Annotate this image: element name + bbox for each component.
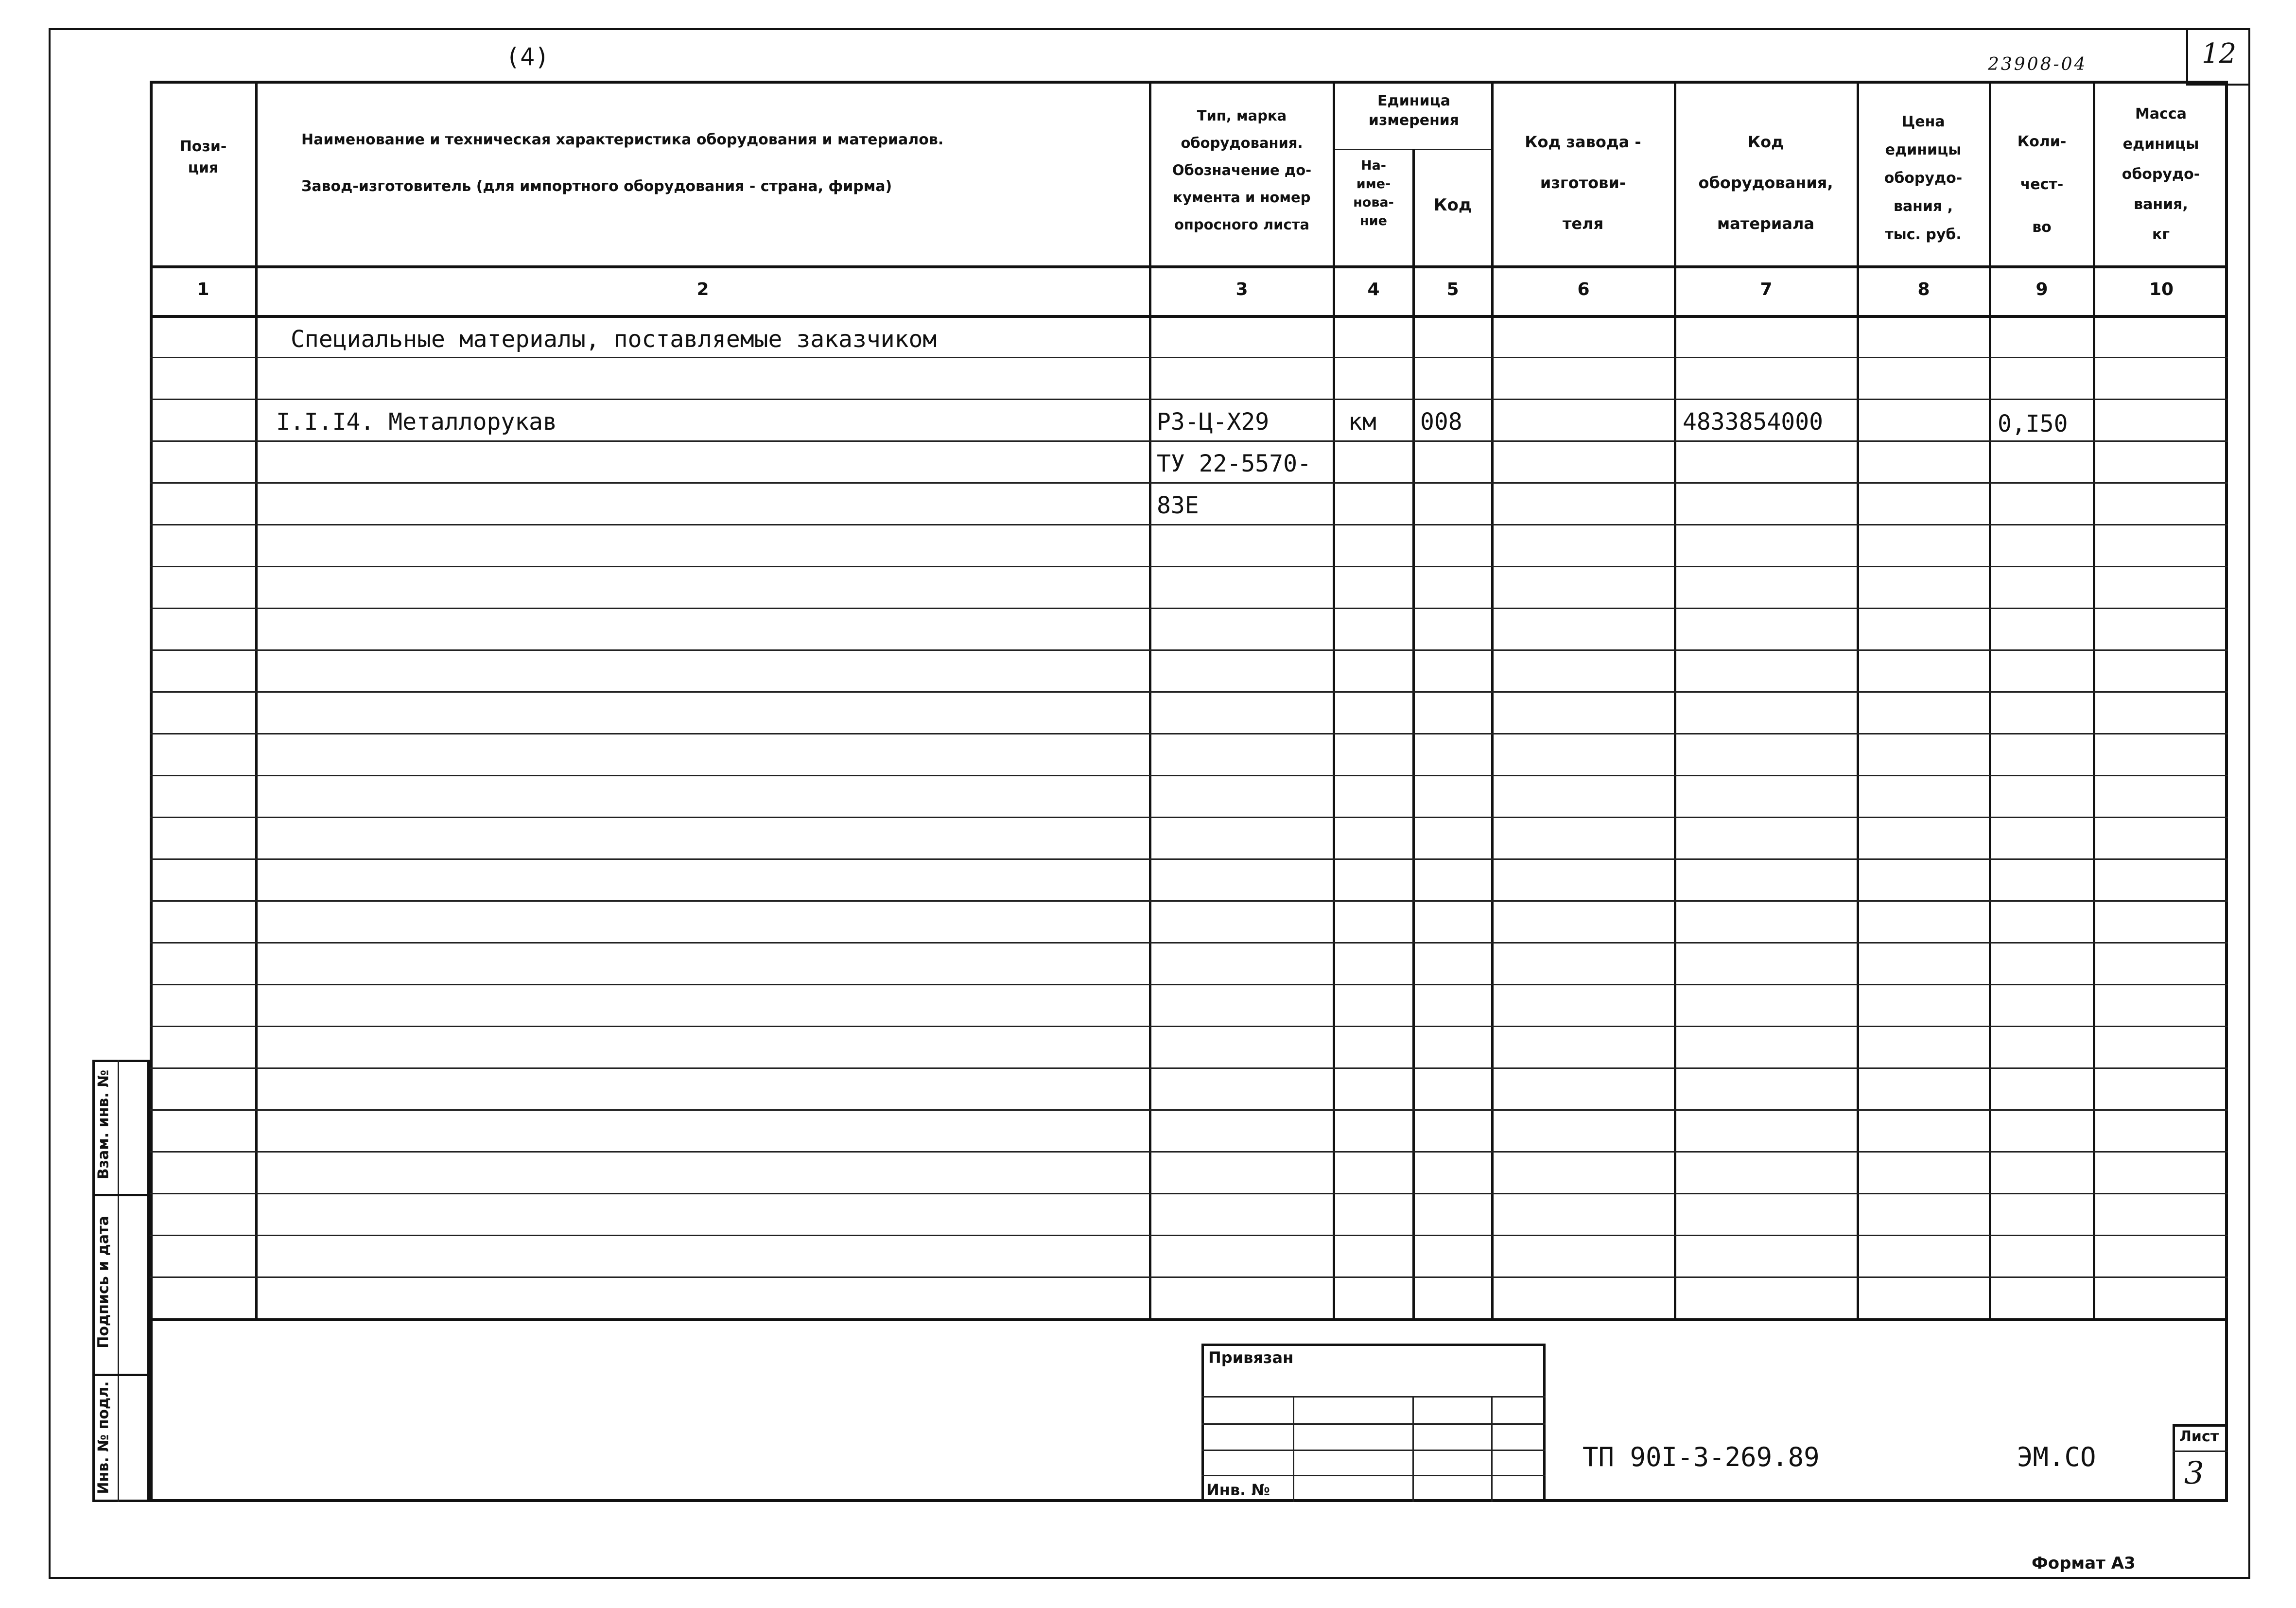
- sheet-number: 3: [2184, 1455, 2204, 1491]
- bound-label: Привязан: [1208, 1348, 1294, 1367]
- item-quantity: 0,I50: [1998, 410, 2068, 437]
- table-row-line: [150, 608, 2228, 609]
- colnum-7: 7: [1760, 280, 1773, 299]
- header-col2-line2: Завод-изготовитель (для импортного оборудования - страна, фирма): [301, 178, 892, 195]
- col-line-2: [1149, 81, 1151, 1319]
- col-line-1: [255, 81, 258, 1319]
- table-row-line: [150, 1193, 2228, 1194]
- col-line-3: [1333, 81, 1335, 1319]
- table-row-line: [150, 649, 2228, 651]
- table-row-line: [150, 1067, 2228, 1069]
- table-row-line: [150, 357, 2228, 358]
- col-line-8: [1989, 81, 1991, 1319]
- col-numbers-bottom-line: [150, 315, 2228, 318]
- table-row-line: [150, 1276, 2228, 1278]
- bound-line-2: [1201, 1423, 1546, 1425]
- colnum-2: 2: [696, 280, 709, 299]
- header-col7: Код оборудования, материала: [1698, 133, 1833, 233]
- item-type-line2: ТУ 22-5570-: [1157, 450, 1311, 477]
- header-col6: Код завода - изготови- теля: [1525, 133, 1641, 233]
- table-row-line: [150, 1026, 2228, 1027]
- corner-number: 12: [2202, 38, 2237, 70]
- col-line-6: [1674, 81, 1676, 1319]
- sheet-box-divider: [2173, 1451, 2228, 1452]
- bound-vline-3: [1491, 1396, 1493, 1502]
- table-row-line: [150, 942, 2228, 944]
- colnum-9: 9: [2035, 280, 2048, 299]
- table-row-line: [150, 775, 2228, 776]
- side-label-replace-inv: Взам. инв. №: [95, 1069, 112, 1180]
- table-row-line: [150, 482, 2228, 484]
- header-col4: На- име- нова- ние: [1353, 158, 1394, 228]
- header-col3: Тип, марка оборудования. Обозначение до- кумента и номер опросного листа: [1172, 107, 1312, 233]
- table-row-line: [150, 733, 2228, 734]
- colnum-3: 3: [1235, 280, 1248, 299]
- table-row-line: [150, 691, 2228, 693]
- page-marker: (4): [505, 43, 550, 71]
- header-col2-line1: Наименование и техническая характеристика оборудования и материалов.: [301, 131, 944, 148]
- table-row-line: [150, 1235, 2228, 1236]
- bound-line-3: [1201, 1450, 1546, 1451]
- header-col1: Пози- ция: [179, 138, 227, 176]
- bound-vline-1: [1293, 1396, 1294, 1502]
- colnum-6: 6: [1577, 280, 1590, 299]
- bound-block: [1201, 1344, 1546, 1502]
- header-col9: Коли- чест- во: [2017, 133, 2067, 236]
- item-material-code: 4833854000: [1683, 408, 1823, 436]
- header-unit-group: Единица измерения: [1368, 92, 1460, 129]
- table-row-line: [150, 399, 2228, 400]
- project-code: ТП 90I-3-269.89: [1583, 1442, 1820, 1472]
- bound-line-1: [1201, 1396, 1546, 1398]
- item-unit-code: 008: [1420, 408, 1462, 436]
- section-code: ЭМ.СО: [2017, 1442, 2096, 1472]
- side-label-signature-date: Подпись и дата: [95, 1216, 112, 1348]
- colnum-4: 4: [1367, 280, 1380, 299]
- table-row-line: [150, 1109, 2228, 1111]
- item-type-line3: 83Е: [1157, 492, 1199, 519]
- table-row-line: [150, 817, 2228, 818]
- body-bottom-line: [150, 1318, 2228, 1321]
- section-title: Специальные материалы, поставляемые заказчиком: [291, 326, 937, 353]
- table-row-line: [150, 1151, 2228, 1153]
- col-line-7: [1857, 81, 1859, 1319]
- side-stamp-divider: [118, 1060, 119, 1502]
- colnum-5: 5: [1446, 280, 1459, 299]
- item-unit-name: км: [1348, 408, 1376, 436]
- table-row-line: [150, 858, 2228, 860]
- format-label: Формат А3: [2032, 1554, 2136, 1573]
- header-col5: Код: [1433, 195, 1472, 215]
- table-row-line: [150, 900, 2228, 902]
- col-line-9: [2093, 81, 2095, 1319]
- item-type-line1: РЗ-Ц-Х29: [1157, 408, 1270, 436]
- sheet-label: Лист: [2179, 1428, 2219, 1445]
- item-name: I.I.I4. Металлорукав: [276, 408, 557, 436]
- table-row-line: [150, 566, 2228, 567]
- header-col8: Цена единицы оборудо- вания , тыс. руб.: [1884, 113, 1963, 243]
- colnum-10: 10: [2149, 280, 2174, 299]
- table-row-line: [150, 440, 2228, 442]
- inv-label: Инв. №: [1206, 1481, 1270, 1499]
- header-col10: Масса единицы оборудо- вания, кг: [2122, 105, 2200, 243]
- col-line-5: [1491, 81, 1494, 1319]
- table-row-line: [150, 524, 2228, 525]
- side-label-inv-original: Инв. № подл.: [95, 1381, 112, 1494]
- table-row-line: [150, 984, 2228, 985]
- handwritten-doc-number: 23908-04: [1988, 54, 2087, 74]
- bound-vline-2: [1412, 1396, 1414, 1502]
- colnum-1: 1: [197, 280, 209, 299]
- colnum-8: 8: [1917, 280, 1930, 299]
- header-bottom-line: [150, 265, 2228, 268]
- side-stamp-line-1: [92, 1194, 150, 1196]
- bound-line-4: [1201, 1475, 1546, 1476]
